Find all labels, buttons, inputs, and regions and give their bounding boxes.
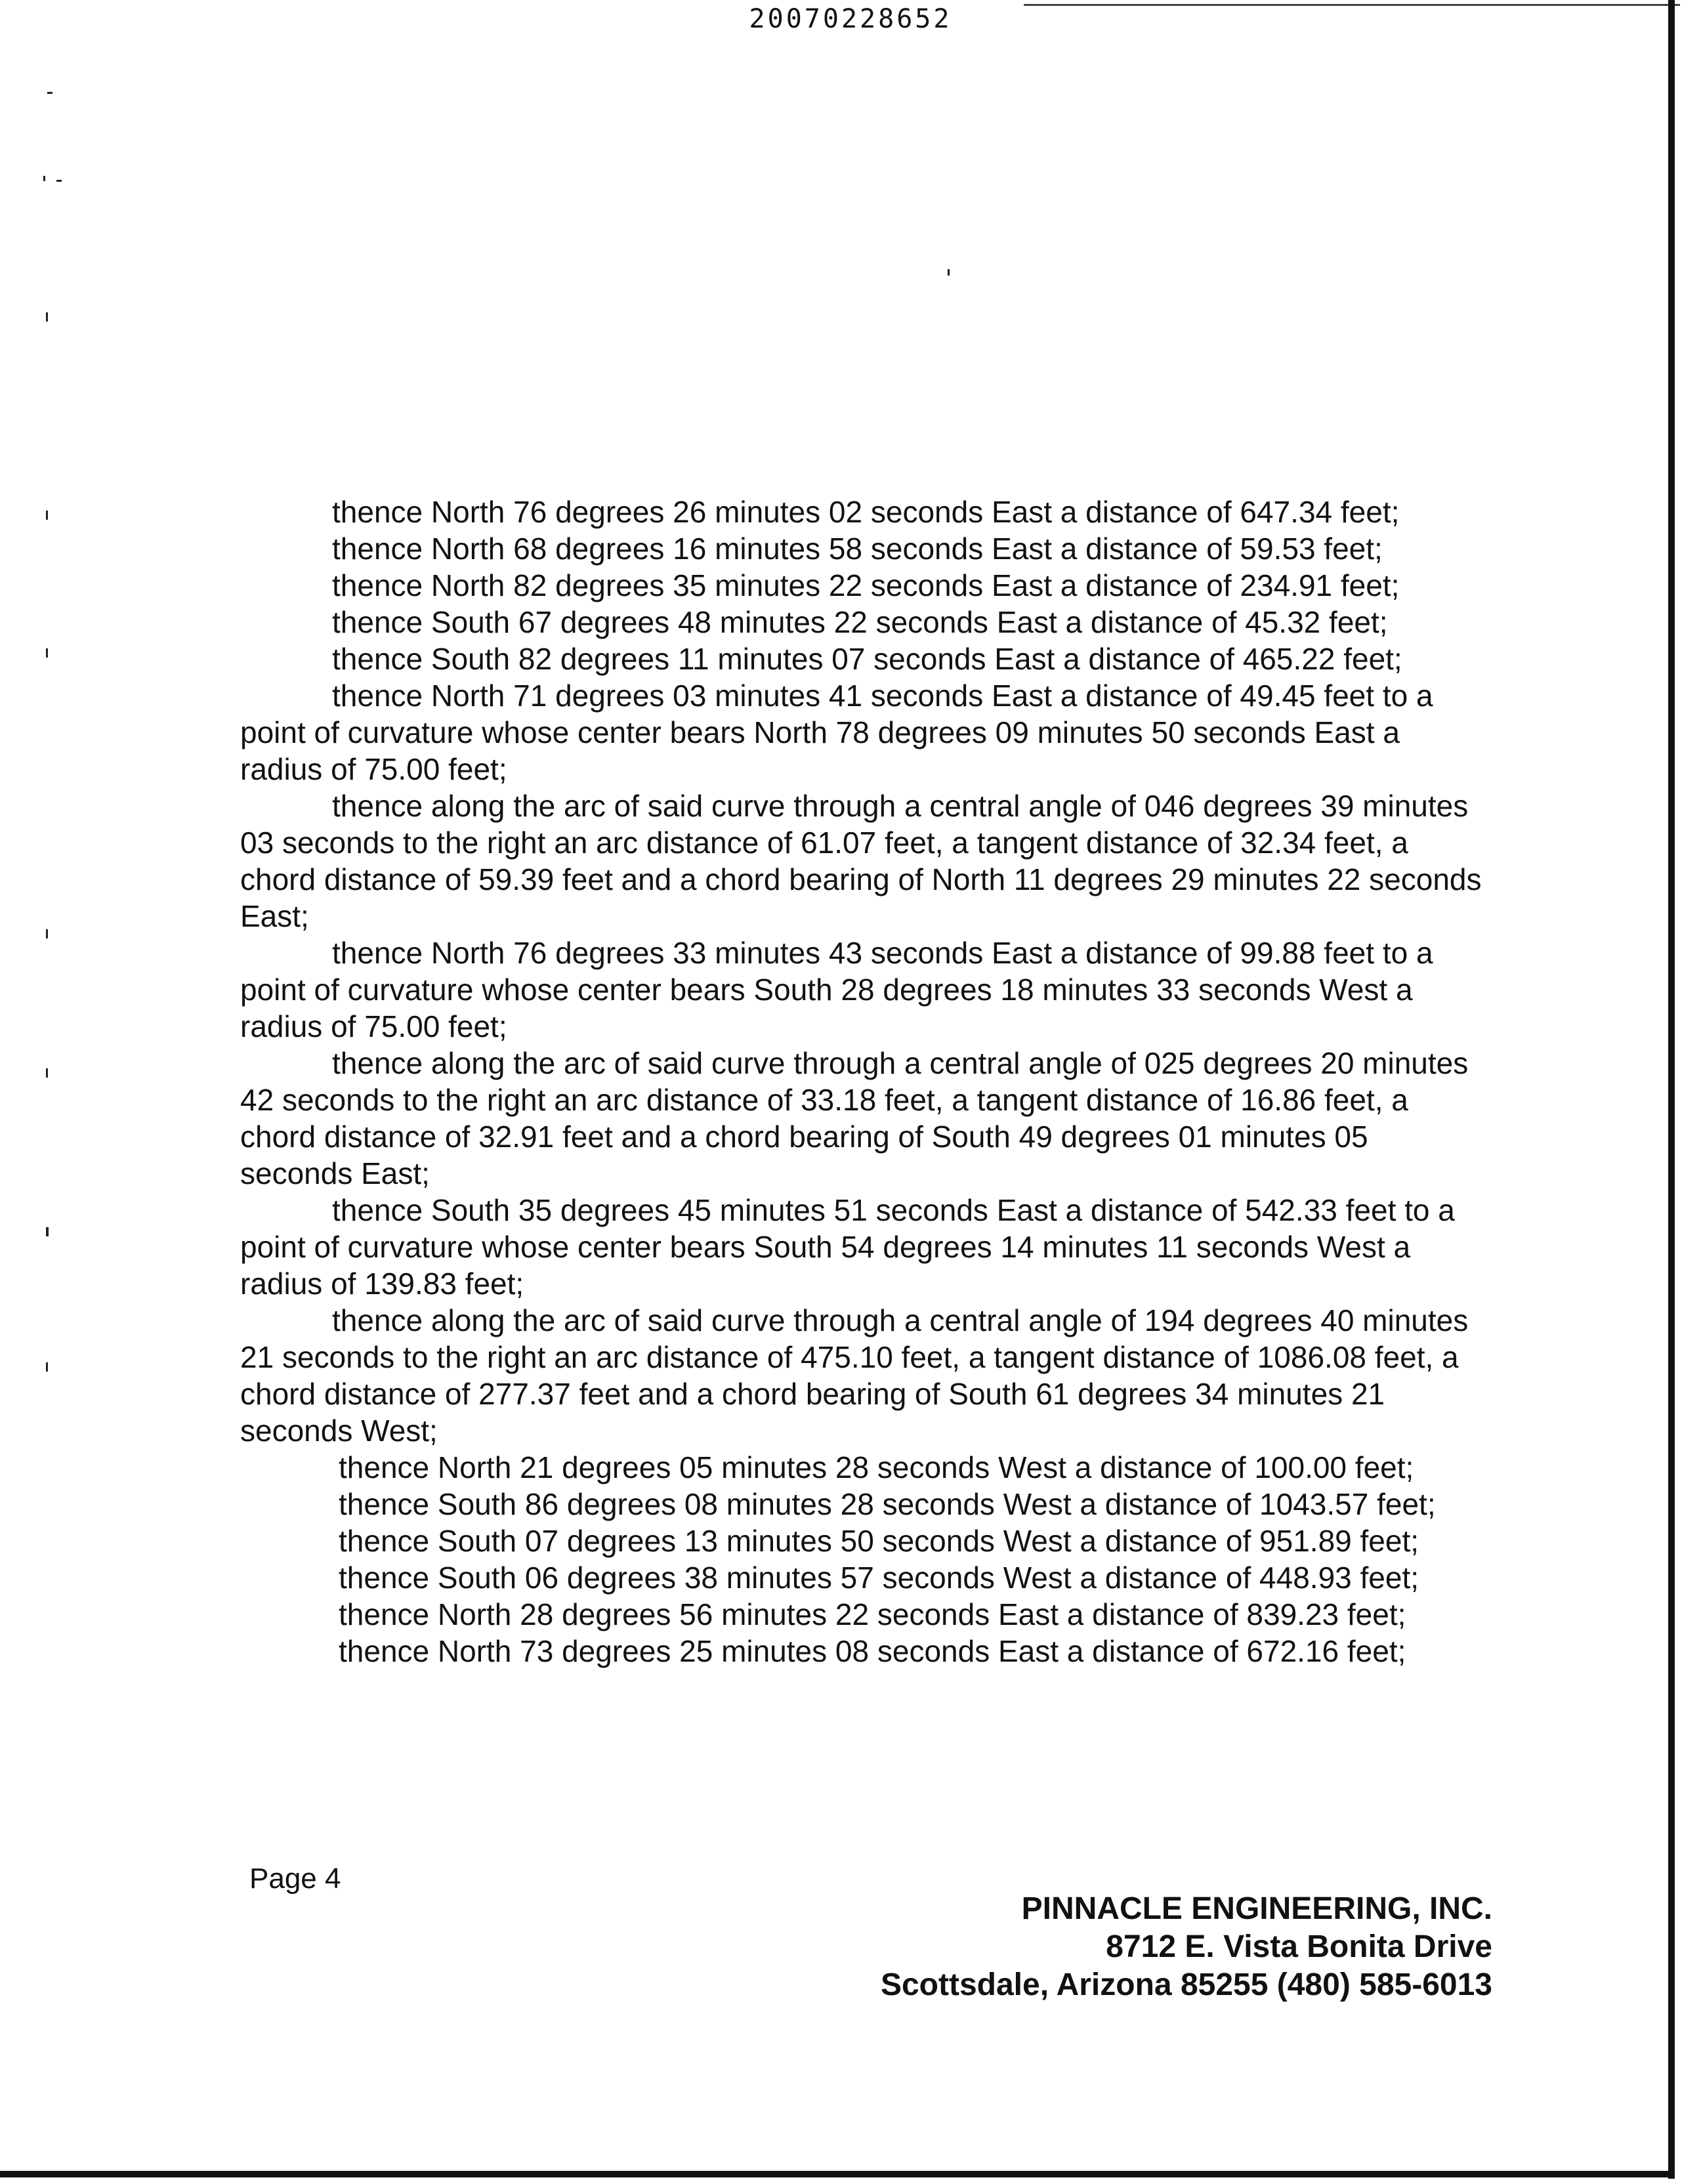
- company-name: PINNACLE ENGINEERING, INC.: [1021, 1891, 1492, 1926]
- company-address: 8712 E. Vista Bonita Drive: [1106, 1929, 1492, 1964]
- course-paragraph: thence North 73 degrees 25 minutes 08 seconds East a distance of 672.16 feet;: [339, 1634, 1406, 1668]
- course-paragraph: thence North 71 degrees 03 minutes 41 seconds East a distance of 49.45 feet to a point of curvature whose center bears North 78 degrees 09 minutes 50 seconds East a radius of 75.00 feet;: [240, 679, 1433, 786]
- scan-speck: [46, 648, 48, 658]
- course-paragraph: thence along the arc of said curve through a central angle of 046 degrees 39 minutes 03 seconds to the right an arc distance of 61.07 feet, a tangent distance of 32.34 feet, a chord distance of 59.39 feet and a chord bearing of North 11 degrees 29 minutes 22 seconds East;: [240, 789, 1482, 933]
- scan-speck: [43, 176, 45, 181]
- scan-speck: [46, 1362, 48, 1372]
- course-paragraph: thence South 35 degrees 45 minutes 51 seconds East a distance of 542.33 feet to a point of curvature whose center bears South 54 degrees 14 minutes 11 seconds West a radius of 139.83 feet;: [240, 1193, 1455, 1301]
- course-paragraph: thence South 86 degrees 08 minutes 28 seconds West a distance of 1043.57 feet;: [339, 1487, 1436, 1521]
- course-paragraph: thence South 06 degrees 38 minutes 57 seconds West a distance of 448.93 feet;: [339, 1561, 1419, 1595]
- course-paragraph: thence North 76 degrees 26 minutes 02 seconds East a distance of 647.34 feet;: [332, 495, 1400, 529]
- course-paragraph: thence South 82 degrees 11 minutes 07 seconds East a distance of 465.22 feet;: [332, 642, 1402, 676]
- course-paragraph: thence along the arc of said curve through a central angle of 194 degrees 40 minutes 21 seconds to the right an arc distance of 475.10 feet, a tangent distance of 1086.08 feet, a chord distance of 277.37 feet and a chord bearing of South 61 degrees 34 minutes 21 seconds West;: [240, 1303, 1469, 1448]
- scan-speck: [46, 1068, 48, 1078]
- scan-speck: [46, 511, 48, 520]
- company-footer: [881, 1890, 1492, 2004]
- scan-speck: [46, 312, 48, 322]
- document-number: 20070228652: [749, 4, 952, 34]
- scan-speck: [56, 180, 62, 182]
- course-paragraph: thence North 68 degrees 16 minutes 58 seconds East a distance of 59.53 feet;: [332, 532, 1383, 566]
- course-paragraph: thence South 67 degrees 48 minutes 22 seconds East a distance of 45.32 feet;: [332, 605, 1388, 639]
- legal-description: [240, 494, 1487, 1670]
- course-paragraph: thence North 76 degrees 33 minutes 43 seconds East a distance of 99.88 feet to a point of curvature whose center bears South 28 degrees 18 minutes 33 seconds West a radius of 75.00 feet;: [240, 936, 1433, 1043]
- scan-bottom-border: [0, 2171, 1675, 2177]
- scan-right-border: [1668, 0, 1675, 2179]
- scan-speck: [46, 1227, 49, 1236]
- course-paragraph: thence South 07 degrees 13 minutes 50 seconds West a distance of 951.89 feet;: [339, 1524, 1419, 1558]
- course-paragraph: thence North 21 degrees 05 minutes 28 seconds West a distance of 100.00 feet;: [339, 1450, 1414, 1484]
- company-city-phone: Scottsdale, Arizona 85255 (480) 585-6013: [880, 1967, 1492, 2002]
- scan-speck: [948, 269, 950, 276]
- course-paragraph: thence along the arc of said curve through a central angle of 025 degrees 20 minutes 42 seconds to the right an arc distance of 33.18 feet, a tangent distance of 16.86 feet, a chord distance of 32.91 feet and a chord bearing of South 49 degrees 01 minutes 05 seconds East;: [240, 1046, 1469, 1190]
- page-number: Page 4: [249, 1862, 341, 1895]
- scan-speck: [47, 92, 52, 94]
- scan-speck: [46, 929, 48, 938]
- course-paragraph: thence North 82 degrees 35 minutes 22 seconds East a distance of 234.91 feet;: [332, 568, 1400, 602]
- course-paragraph: thence North 28 degrees 56 minutes 22 seconds East a distance of 839.23 feet;: [339, 1597, 1406, 1631]
